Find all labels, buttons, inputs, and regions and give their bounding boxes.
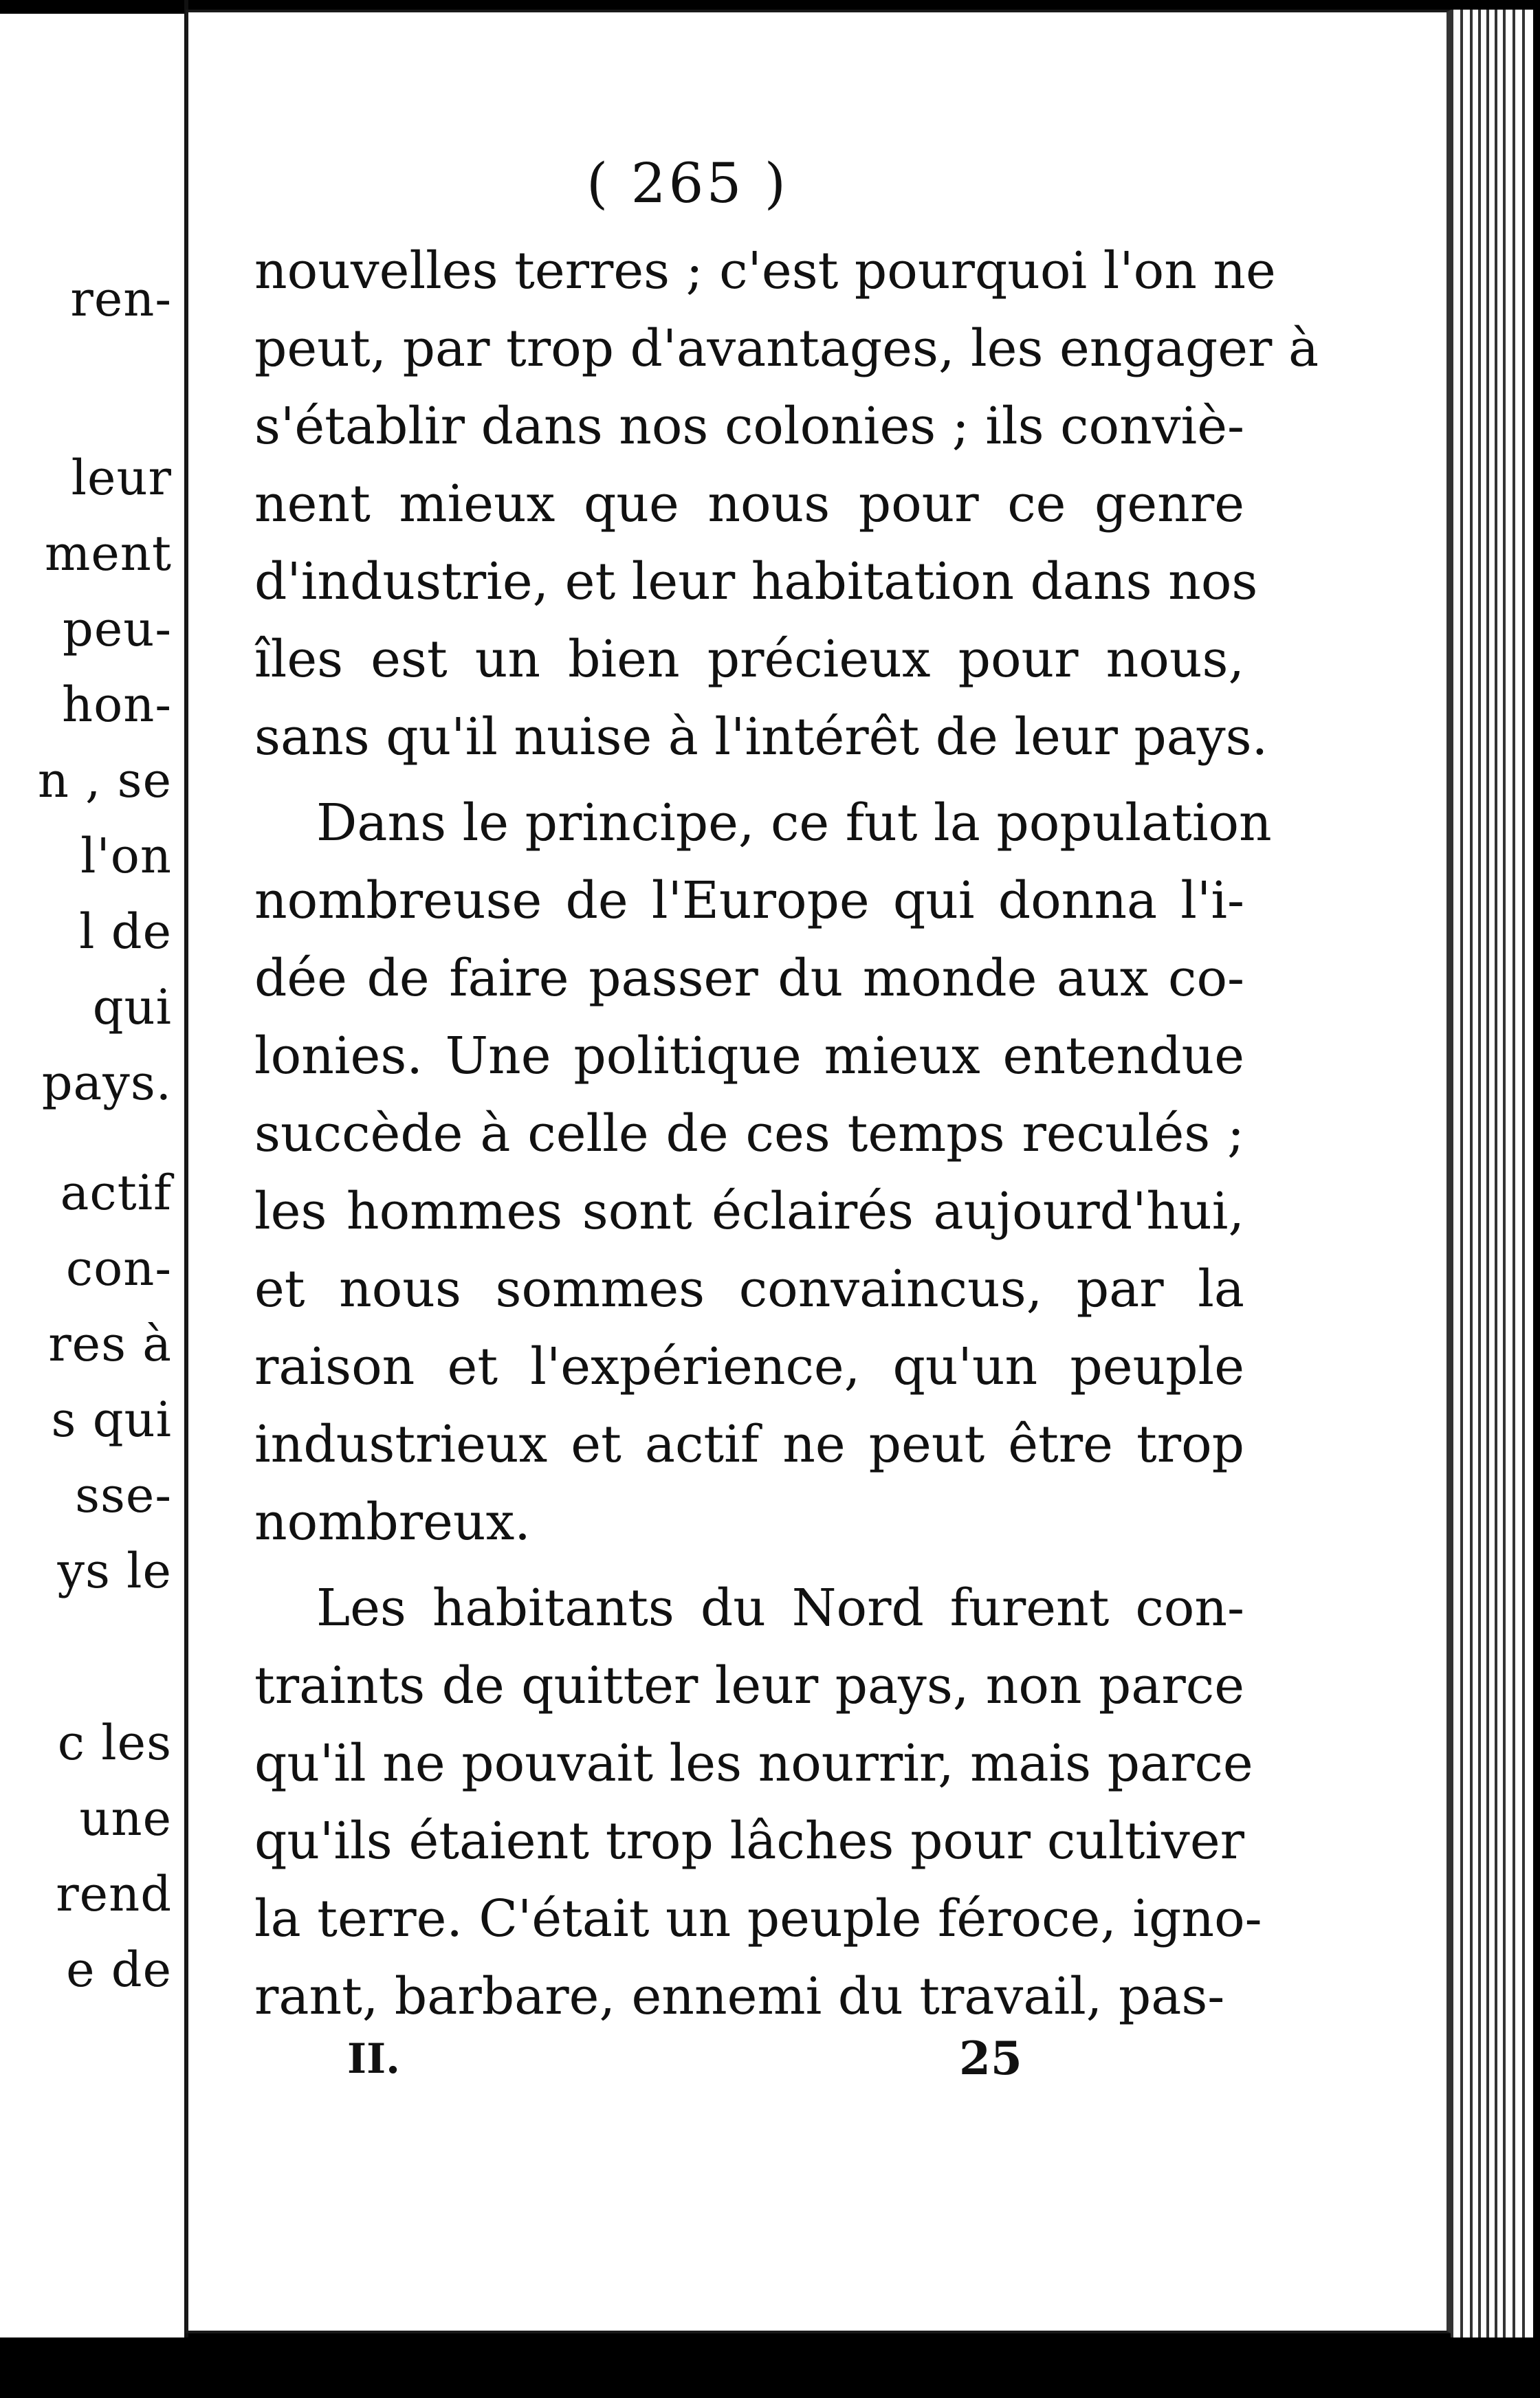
text-line: d'industrie, et leur habitation dans nos xyxy=(254,552,1258,611)
text-line: industrieux et actif ne peut être trop xyxy=(254,1415,1244,1474)
left-page-fragment: rend xyxy=(56,1866,172,1922)
scan-background xyxy=(0,2338,1540,2398)
left-page-fragment: c les xyxy=(57,1715,172,1771)
left-page-fragment: une xyxy=(79,1790,172,1847)
left-page-fragment: pays. xyxy=(41,1055,172,1111)
text-line: sans qu'il nuise à l'intérêt de leur pays. xyxy=(254,707,1268,767)
page-edges xyxy=(1451,10,1533,2347)
left-page-fragment: e de xyxy=(66,1942,172,1998)
text-line: nouvelles terres ; c'est pourquoi l'on ne xyxy=(254,241,1276,300)
left-page-fragment: l'on xyxy=(80,828,172,884)
text-line: rant, barbare, ennemi du travail, pas- xyxy=(254,1967,1225,2026)
text-line: les hommes sont éclairés aujourd'hui, xyxy=(254,1182,1244,1241)
left-facing-page xyxy=(0,14,188,2338)
text-line: nombreuse de l'Europe qui donna l'i- xyxy=(254,871,1244,930)
folio-mark: 25 xyxy=(959,2032,1022,2085)
text-line: qu'il ne pouvait les nourrir, mais parce xyxy=(254,1734,1253,1793)
left-page-fragment: n , se xyxy=(37,752,172,808)
signature-mark: II. xyxy=(347,2035,401,2083)
left-page-fragment: peu- xyxy=(63,601,172,657)
text-line: lonies. Une politique mieux entendue xyxy=(254,1026,1244,1086)
text-line: îles est un bien précieux pour nous, xyxy=(254,630,1244,689)
left-page-fragment: ment xyxy=(44,525,172,582)
left-page-fragment: res à xyxy=(48,1316,172,1372)
left-page-fragment: l de xyxy=(79,903,172,960)
text-line: et nous sommes convaincus, par la xyxy=(254,1260,1244,1319)
text-line: qu'ils étaient trop lâches pour cultiver xyxy=(254,1812,1244,1871)
text-line: peut, par trop d'avantages, les engager à xyxy=(254,319,1319,378)
left-page-fragment: ren- xyxy=(70,271,172,327)
body-text xyxy=(254,232,1319,2036)
text-line: la terre. C'était un peuple féroce, igno- xyxy=(254,1889,1262,1948)
text-line: raison et l'expérience, qu'un peuple xyxy=(254,1337,1244,1396)
left-page-fragment: leur xyxy=(71,450,172,506)
text-line: succède à celle de ces temps reculés ; xyxy=(254,1104,1244,1163)
left-page-fragment: s qui xyxy=(51,1392,172,1448)
text-line: traints de quitter leur pays, non parce xyxy=(254,1656,1244,1715)
left-page-fragment: con- xyxy=(65,1240,172,1297)
text-line: s'établir dans nos colonies ; ils conviè- xyxy=(254,397,1244,456)
text-line: Dans le principe, ce fut la population xyxy=(316,793,1272,852)
left-page-fragment: ys le xyxy=(57,1543,172,1599)
text-line: nent mieux que nous pour ce genre xyxy=(254,474,1244,534)
left-page-fragment: hon- xyxy=(62,676,172,733)
page-number: ( 265 ) xyxy=(586,151,789,215)
text-line: nombreux. xyxy=(254,1493,531,1552)
left-page-fragment: sse- xyxy=(75,1467,172,1524)
left-page-fragment: qui xyxy=(92,979,172,1035)
text-line: Les habitants du Nord furent con- xyxy=(316,1578,1244,1638)
text-line: dée de faire passer du monde aux co- xyxy=(254,949,1244,1008)
left-page-fragment: actif xyxy=(60,1165,172,1221)
